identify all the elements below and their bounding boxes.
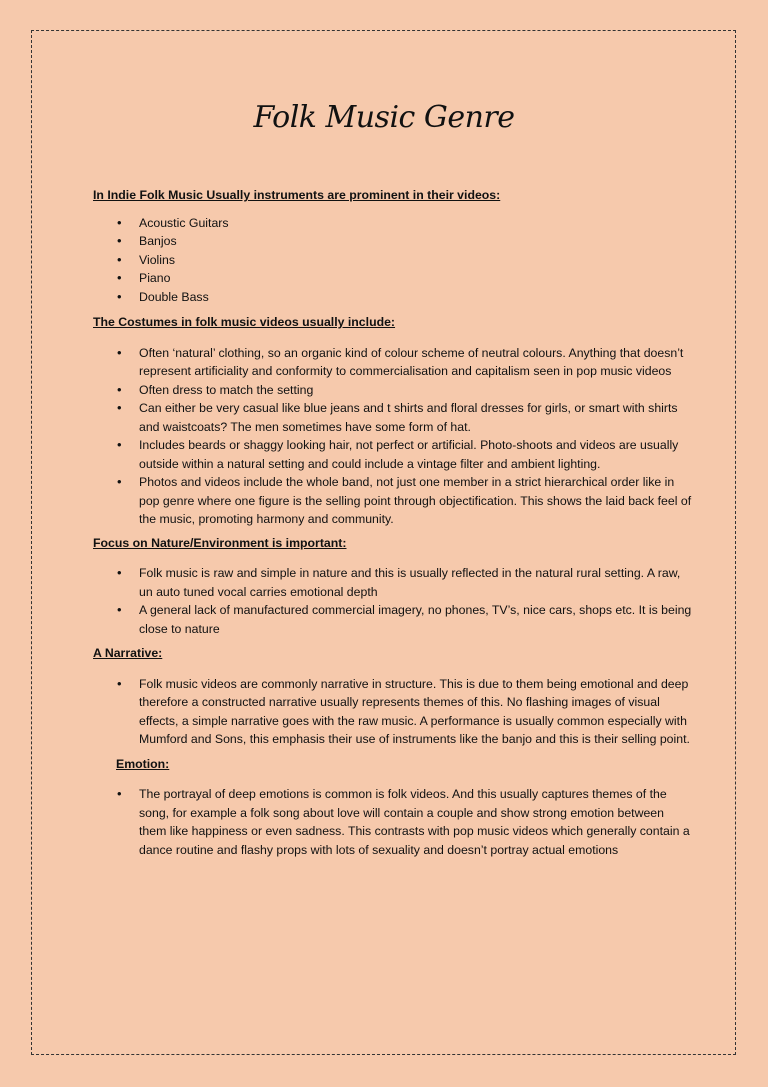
list-item: • Often dress to match the setting — [93, 381, 693, 400]
list-item: • Acoustic Guitars — [93, 214, 693, 233]
list-item: • Folk music videos are commonly narrative in structure. This is due to them being emotional and deep therefore a constructed narrative usually represents themes of this. No flashing images of visual effects, a simple narrative goes with the raw music. A performance is usually common especially with Mumford and Sons, this emphasis their use of instruments like the banjo and this is their selling point. — [93, 675, 693, 749]
nature-list — [93, 564, 693, 638]
section-heading-instruments: In Indie Folk Music Usually instruments are prominent in their videos: — [93, 188, 501, 202]
list-item: • Banjos — [93, 232, 693, 251]
costumes-list — [93, 344, 693, 529]
list-item: • Can either be very casual like blue jeans and t shirts and floral dresses for girls, or smart with shirts and waistcoats? The men sometimes have some form of hat. — [93, 399, 693, 436]
list-item: • Photos and videos include the whole band, not just one member in a strict hierarchical order like in pop genre where one figure is the selling point through objectification. This shows the laid back feel of the music, promoting harmony and community. — [93, 473, 693, 529]
narrative-list — [93, 675, 693, 749]
list-item: • Often ‘natural’ clothing, so an organic kind of colour scheme of neutral colours. Anything that doesn’t represent artificiality and conformity to commercialisation and capitalism seen in pop music videos — [93, 344, 693, 381]
list-item: • Includes beards or shaggy looking hair, not perfect or artificial. Photo-shoots and videos are usually outside within a natural setting and could include a vintage filter and ambient lighting. — [93, 436, 693, 473]
list-item: • Double Bass — [93, 288, 693, 307]
page-title: Folk Music Genre — [253, 100, 515, 135]
list-item: • Piano — [93, 269, 693, 288]
list-item: • Folk music is raw and simple in nature and this is usually reflected in the natural rural setting. A raw, un auto tuned vocal carries emotional depth — [93, 564, 693, 601]
emotion-list — [93, 785, 693, 859]
section-heading-nature: Focus on Nature/Environment is important: — [93, 535, 347, 550]
list-item: • A general lack of manufactured commercial imagery, no phones, TV’s, nice cars, shops etc. It is being close to nature — [93, 601, 693, 638]
instruments-list — [93, 214, 693, 307]
document-body — [93, 186, 693, 859]
list-item: • The portrayal of deep emotions is common is folk videos. And this usually captures themes of the song, for example a folk song about love will contain a couple and show strong emotion between them like happiness or even sadness. This contrasts with pop music videos which generally contain a dance routine and flashy props with lots of sexuality and doesn’t portray actual emotions — [93, 785, 693, 859]
section-heading-narrative: A Narrative: — [93, 646, 163, 660]
list-item: • Violins — [93, 251, 693, 270]
section-heading-emotion: Emotion: — [116, 756, 170, 771]
section-heading-costumes: The Costumes in folk music videos usually include: — [93, 315, 396, 329]
